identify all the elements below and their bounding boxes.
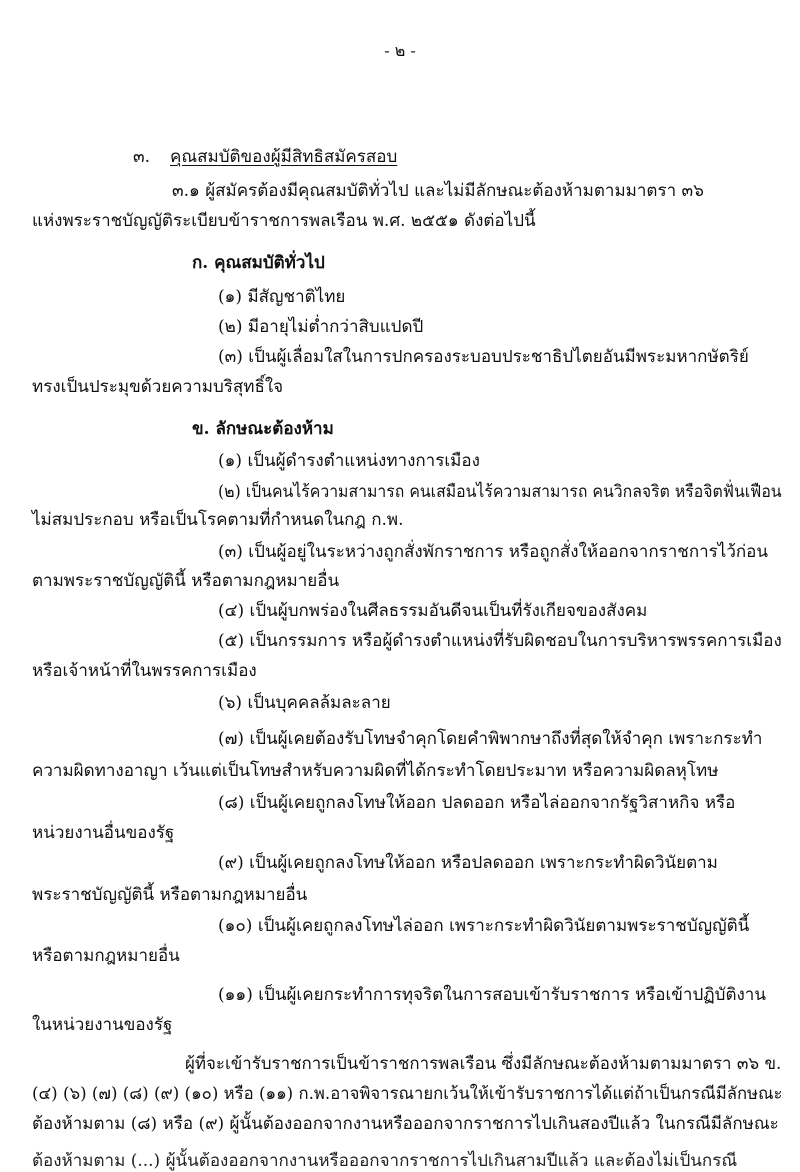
section-number: ๓. [133,147,151,167]
section-title: คุณสมบัติของผู้มีสิทธิสมัครสอบ [170,147,398,167]
general-item-3: (๓) เป็นผู้เลื่อมใสในการปกครองระบอบประชาธิปไตยอันมีพระมหากษัตริย์ [218,347,749,367]
prohibited-line: หรือเจ้าหน้าที่ในพรรคการเมือง [32,661,257,681]
closing-line-2: (๔) (๖) (๗) (๘) (๙) (๑๐) หรือ (๑๑) ก.พ.อาจพิจารณายกเว้นให้เข้ารับราชการได้แต่ถ้าเป็นกรณีมีลักษณะ [32,1084,783,1104]
prohibited-line: หน่วยงานอื่นของรัฐ [32,823,175,843]
prohibited-line: (๕) เป็นกรรมการ หรือผู้ดำรงตำแหน่งที่รับผิดชอบในการบริหารพรรคการเมือง [218,631,782,651]
prohibited-line: (๓) เป็นผู้อยู่ในระหว่างถูกสั่งพักราชการ หรือถูกสั่งให้ออกจากราชการไว้ก่อน [218,542,769,562]
prohibited-heading: ข. ลักษณะต้องห้าม [192,419,334,439]
general-item-3-continued: ทรงเป็นประมุขด้วยความบริสุทธิ์ใจ [32,377,284,397]
closing-line-3: ต้องห้ามตาม (๘) หรือ (๙) ผู้นั้นต้องออกจากงานหรือออกจากราชการไปเกินสองปีแล้ว ในกรณีมีลักษณะ [32,1114,779,1134]
prohibited-line: ความผิดทางอาญา เว้นแต่เป็นโทษสำหรับความผิดที่ได้กระทำโดยประมาท หรือความผิดลหุโทษ [32,761,719,781]
prohibited-line: (๙) เป็นผู้เคยถูกลงโทษให้ออก หรือปลดออก เพราะกระทำผิดวินัยตาม [218,853,718,873]
prohibited-line: (๔) เป็นผู้บกพร่องในศีลธรรมอันดีจนเป็นที่รังเกียจของสังคม [218,601,648,621]
general-qualifications-heading: ก. คุณสมบัติทั่วไป [192,253,325,273]
paragraph-3-1-line2: แห่งพระราชบัญญัติระเบียบข้าราชการพลเรือน พ.ศ. ๒๕๕๑ ดังต่อไปนี้ [32,211,536,231]
prohibited-line: ตามพระราชบัญญัตินี้ หรือตามกฎหมายอื่น [32,571,340,591]
closing-line-4-cut-off: ต้องห้ามตาม (...) ผู้นั้นต้องออกจากงานหรือออกจากราชการไปเกินสามปีแล้ว และต้องไม่เป็นกรณี [32,1151,738,1171]
paragraph-3-1-line1: ๓.๑ ผู้สมัครต้องมีคุณสมบัติทั่วไป และไม่มีลักษณะต้องห้ามตามมาตรา ๓๖ [172,181,704,201]
prohibited-line: (๑๐) เป็นผู้เคยถูกลงโทษไล่ออก เพราะกระทำผิดวินัยตามพระราชบัญญัตินี้ [218,916,750,936]
general-item-1: (๑) มีสัญชาติไทย [218,287,346,307]
prohibited-line: (๑๑) เป็นผู้เคยกระทำการทุจริตในการสอบเข้ารับราชการ หรือเข้าปฏิบัติงาน [218,985,766,1005]
prohibited-line: หรือตามกฎหมายอื่น [32,946,180,966]
general-item-2: (๒) มีอายุไม่ต่ำกว่าสิบแปดปี [218,317,424,337]
prohibited-line: (๗) เป็นผู้เคยต้องรับโทษจำคุกโดยคำพิพากษาถึงที่สุดให้จำคุก เพราะกระทำ [218,729,763,749]
prohibited-line: ไม่สมประกอบ หรือเป็นโรคตามที่กำหนดในกฎ ก.พ. [32,510,404,530]
prohibited-line: (๖) เป็นบุคคลล้มละลาย [218,693,391,713]
page-number: - ๒ - [384,41,416,60]
prohibited-line: ในหน่วยงานของรัฐ [32,1015,173,1035]
prohibited-line: พระราชบัญญัตินี้ หรือตามกฎหมายอื่น [32,885,308,905]
prohibited-line: (๒) เป็นคนไร้ความสามารถ คนเสมือนไร้ความสามารถ คนวิกลจริต หรือจิตฟั่นเฟือน [218,482,782,502]
prohibited-line: (๘) เป็นผู้เคยถูกลงโทษให้ออก ปลดออก หรือไล่ออกจากรัฐวิสาหกิจ หรือ [218,793,736,813]
prohibited-line: (๑) เป็นผู้ดำรงตำแหน่งทางการเมือง [218,451,480,471]
closing-line-1: ผู้ที่จะเข้ารับราชการเป็นข้าราชการพลเรือน ซึ่งมีลักษณะต้องห้ามตามมาตรา ๓๖ ข. [185,1054,782,1074]
